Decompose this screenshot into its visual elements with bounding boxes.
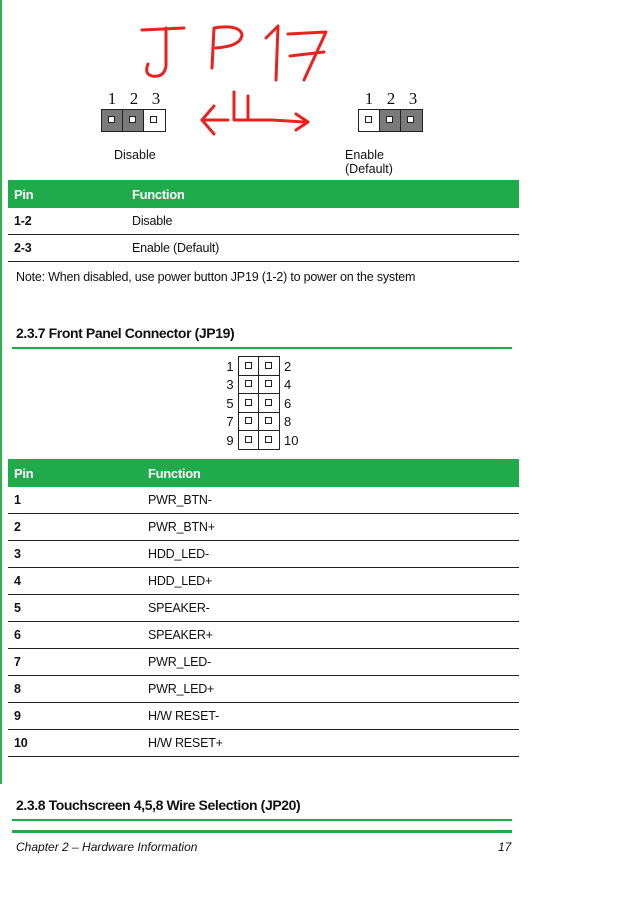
pin-cell: 6	[8, 622, 148, 649]
column-header-pin: Pin	[8, 459, 148, 487]
section-rule	[12, 819, 512, 821]
header-pin	[239, 394, 259, 412]
pin-cell: 2	[8, 514, 148, 541]
header-pin	[239, 431, 259, 449]
header-pin	[259, 412, 279, 430]
header-pin-pair	[238, 412, 280, 431]
jumper-pin-shorted	[401, 110, 422, 131]
pin-number: 3	[408, 89, 418, 108]
header-row	[222, 413, 306, 432]
pin-cell: 5	[8, 595, 148, 622]
section-title-touchscreen: 2.3.8 Touchscreen 4,5,8 Wire Selection (JP20)	[16, 797, 301, 813]
header-row	[222, 357, 306, 376]
footer-chapter: Chapter 2 – Hardware Information	[16, 840, 198, 854]
front-panel-header-diagram	[222, 357, 306, 450]
header-pin-number-right: 4	[284, 377, 292, 393]
header-pin-number-right: 2	[284, 358, 292, 374]
jumper-disable-caption: Disable	[114, 148, 156, 162]
pin-number: 1	[364, 89, 374, 108]
pin-cell: 9	[8, 703, 148, 730]
footer-rule	[12, 830, 512, 833]
jumper-pin-open	[144, 110, 165, 131]
column-header-pin: Pin	[8, 180, 132, 208]
table-row	[8, 514, 519, 541]
pin-cell: 3	[8, 541, 148, 568]
pin-cell: 8	[8, 676, 148, 703]
jumper-pin-shorted	[380, 110, 401, 131]
function-cell: PWR_LED-	[148, 649, 519, 676]
table-row	[8, 622, 519, 649]
table-row	[8, 649, 519, 676]
header-pin-pair	[238, 375, 280, 394]
header-pin	[259, 357, 279, 375]
header-pin-number-right: 6	[284, 395, 292, 411]
header-pin-pair	[238, 394, 280, 413]
header-pin-number-right: 8	[284, 414, 292, 430]
header-pin-number-left: 1	[226, 358, 234, 374]
column-header-function: Function	[148, 459, 519, 487]
function-cell: HDD_LED-	[148, 541, 519, 568]
jumper-enable-caption: Enable (Default)	[345, 148, 393, 176]
jumper-pin-open	[359, 110, 380, 131]
header-pin-number-right: 10	[284, 432, 299, 448]
pin-number: 2	[129, 89, 139, 108]
header-pin-pair	[238, 431, 280, 450]
function-cell: PWR_LED+	[148, 676, 519, 703]
column-header-function: Function	[132, 180, 519, 208]
table-row	[8, 703, 519, 730]
function-cell: Disable	[132, 208, 519, 235]
function-cell: Enable (Default)	[132, 235, 519, 262]
jp19-pin-table	[8, 459, 519, 757]
table-row	[8, 541, 519, 568]
header-pin	[239, 375, 259, 393]
pin-cell: 2-3	[8, 235, 132, 262]
header-pin-pair	[238, 356, 280, 376]
jumper-disable-block	[101, 109, 166, 132]
function-cell: H/W RESET+	[148, 730, 519, 757]
function-cell: H/W RESET-	[148, 703, 519, 730]
header-pin	[259, 375, 279, 393]
jumper-enable-block	[358, 109, 423, 132]
function-cell: SPEAKER+	[148, 622, 519, 649]
header-pin	[239, 357, 259, 375]
pin-cell: 4	[8, 568, 148, 595]
pin-number: 3	[151, 89, 161, 108]
jumper-enable-pin-numbers	[358, 89, 424, 109]
pin-number: 1	[107, 89, 117, 108]
table-row	[8, 595, 519, 622]
table-row	[8, 208, 519, 235]
table-row	[8, 487, 519, 514]
table-header-row	[8, 459, 519, 487]
header-pin-number-left: 7	[226, 414, 234, 430]
header-pin-number-left: 5	[226, 395, 234, 411]
header-pin	[259, 431, 279, 449]
header-pin	[259, 394, 279, 412]
function-cell: SPEAKER-	[148, 595, 519, 622]
header-row	[222, 394, 306, 413]
section-rule	[12, 347, 512, 349]
power-button-note: Note: When disabled, use power button JP19 (1-2) to power on the system	[16, 270, 416, 284]
jp17-pin-table	[8, 180, 519, 262]
table-row	[8, 568, 519, 595]
table-row	[8, 676, 519, 703]
header-row	[222, 431, 306, 450]
pin-cell: 7	[8, 649, 148, 676]
header-pin-number-left: 9	[226, 432, 234, 448]
pin-cell: 1	[8, 487, 148, 514]
footer-page-number: 17	[498, 840, 512, 854]
page-left-margin-rule	[0, 0, 2, 784]
header-pin-number-left: 3	[226, 377, 234, 393]
table-header-row	[8, 180, 519, 208]
header-row	[222, 376, 306, 395]
jumper-pin-shorted	[123, 110, 144, 131]
table-row	[8, 730, 519, 757]
jumper-pin-shorted	[102, 110, 123, 131]
header-pin	[239, 412, 259, 430]
section-title-front-panel: 2.3.7 Front Panel Connector (JP19)	[16, 325, 235, 341]
table-row	[8, 235, 519, 262]
pin-cell: 10	[8, 730, 148, 757]
pin-number: 2	[386, 89, 396, 108]
jumper-disable-pin-numbers	[101, 89, 167, 109]
function-cell: PWR_BTN-	[148, 487, 519, 514]
function-cell: PWR_BTN+	[148, 514, 519, 541]
function-cell: HDD_LED+	[148, 568, 519, 595]
pin-cell: 1-2	[8, 208, 132, 235]
